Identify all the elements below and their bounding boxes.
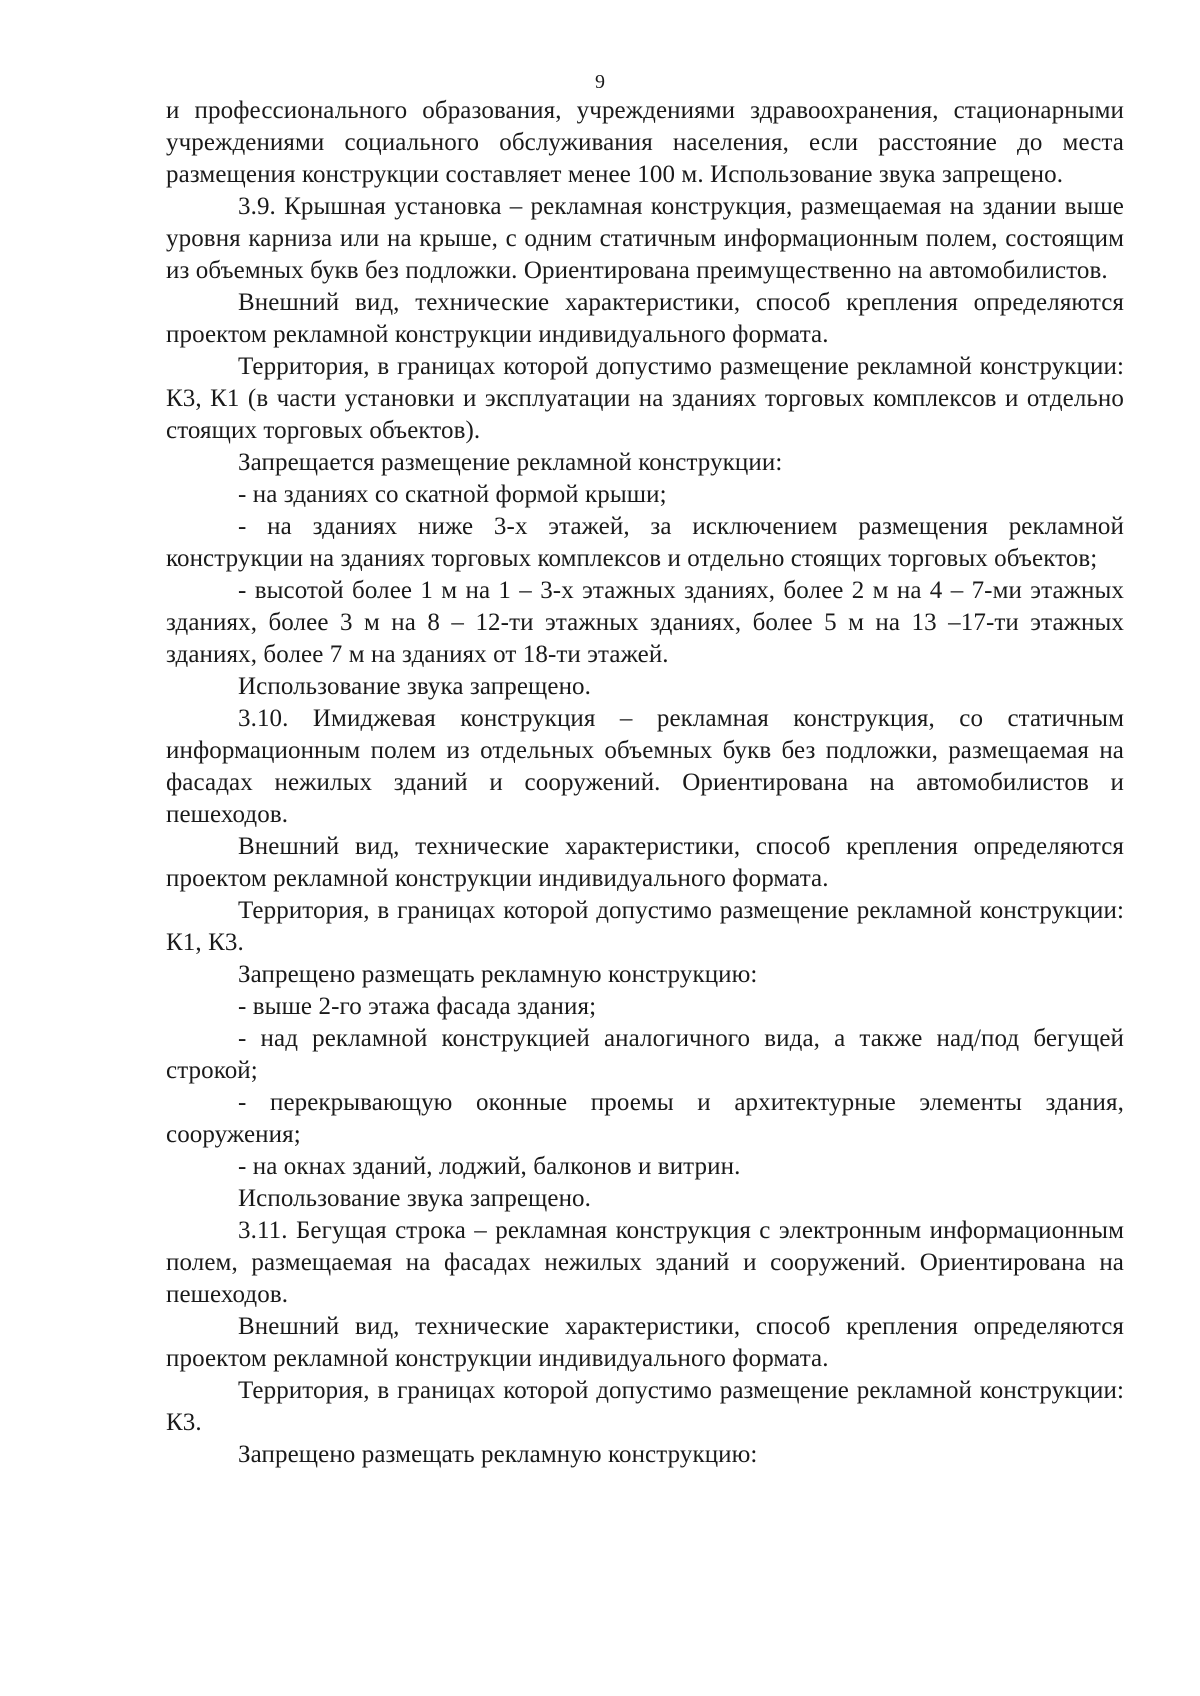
list-item: - высотой более 1 м на 1 – 3-х этажных зданиях, более 2 м на 4 – 7-ми этажных зданиях, более 3 м на 8 – 12-ти этажных зданиях, более 5 м на 13 –17-ти этажных зданиях, более 7 м на зданиях от 18-ти этажей. — [166, 577, 1124, 668]
paragraph: Территория, в границах которой допустимо размещение рекламной конструкции: К1, К3. — [166, 897, 1124, 956]
paragraph: Запрещено размещать рекламную конструкцию: — [238, 961, 758, 988]
section-3-11-paragraph: 3.11. Бегущая строка – рекламная конструкция с электронным информационным полем, размещаемая на фасадах нежилых зданий и сооружений. Ориентирована на пешеходов. — [166, 1217, 1124, 1308]
paragraph: Использование звука запрещено. — [238, 673, 592, 700]
section-3-10-paragraph: 3.10. Имиджевая конструкция – рекламная конструкция, со статичным информационным полем из отдельных объемных букв без подложки, размещаемая на фасадах нежилых зданий и сооружений. Ориентирована на автомобилистов и пешеходов. — [166, 705, 1124, 828]
paragraph: Внешний вид, технические характеристики, способ крепления определяются проектом рекламной конструкции индивидуального формата. — [166, 1313, 1124, 1372]
paragraph: Использование звука запрещено. — [238, 1185, 592, 1212]
list-item: - выше 2-го этажа фасада здания; — [238, 993, 597, 1020]
list-item: - на зданиях со скатной формой крыши; — [238, 481, 667, 508]
document-body — [166, 95, 1124, 1471]
list-item: - над рекламной конструкцией аналогичного вида, а также над/под бегущей строкой; — [166, 1025, 1124, 1084]
paragraph: и профессионального образования, учреждениями здравоохранения, стационарными учреждениями социального обслуживания населения, если расстояние до места размещения конструкции составляет менее 100 м. Использование звука запрещено. — [166, 97, 1124, 188]
list-item: - перекрывающую оконные проемы и архитектурные элементы здания, сооружения; — [166, 1089, 1124, 1148]
paragraph: Территория, в границах которой допустимо размещение рекламной конструкции: К3. — [166, 1377, 1124, 1436]
paragraph: Запрещено размещать рекламную конструкцию: — [238, 1441, 758, 1468]
list-item: - на зданиях ниже 3-х этажей, за исключением размещения рекламной конструкции на зданиях торговых комплексов и отдельно стоящих торговых объектов; — [166, 513, 1124, 572]
paragraph: Внешний вид, технические характеристики, способ крепления определяются проектом рекламной конструкции индивидуального формата. — [166, 289, 1124, 348]
section-3-9-paragraph: 3.9. Крышная установка – рекламная конструкция, размещаемая на здании выше уровня карниза или на крыше, с одним статичным информационным полем, состоящим из объемных букв без подложки. Ориентирована преимущественно на автомобилистов. — [166, 193, 1124, 284]
page-number: 9 — [595, 71, 605, 93]
list-item: - на окнах зданий, лоджий, балконов и витрин. — [238, 1153, 741, 1180]
paragraph: Запрещается размещение рекламной конструкции: — [238, 449, 783, 476]
paragraph: Территория, в границах которой допустимо размещение рекламной конструкции: К3, К1 (в части установки и эксплуатации на зданиях торговых комплексов и отдельно стоящих торговых объектов). — [166, 353, 1124, 444]
paragraph: Внешний вид, технические характеристики, способ крепления определяются проектом рекламной конструкции индивидуального формата. — [166, 833, 1124, 892]
